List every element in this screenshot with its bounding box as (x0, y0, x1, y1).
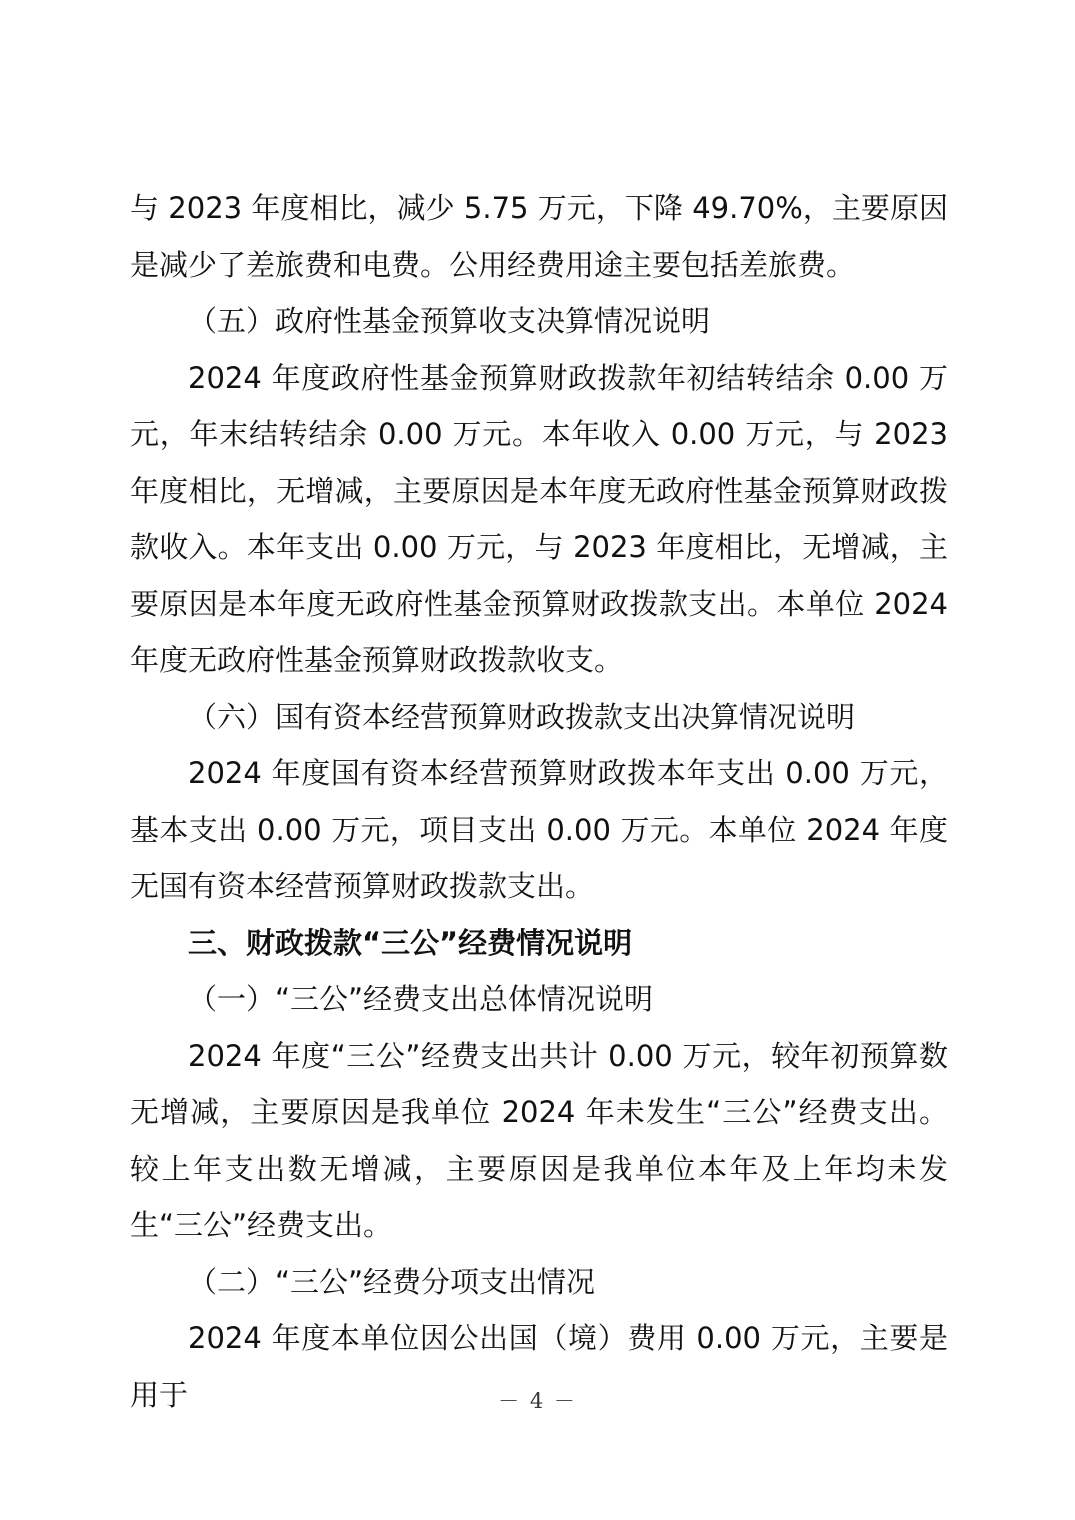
paragraph-government-fund: 2024 年度政府性基金预算财政拨款年初结转结余 0.00 万元，年末结转结余 0.00 万元。本年收入 0.00 万元，与 2023 年度相比，无增减，主要原因是本年度无政府性基金预算财政拨款收入。本年支出 0.00 万元，与 2023 年度相比，无增减，主要原因是本年度无政府性基金预算财政拨款支出。本单位 2024 年度无政府性基金预算财政拨款收支。 (130, 360, 948, 677)
page-number: － 4 － (498, 1389, 577, 1413)
heading-three-public-overall: （一）“三公”经费支出总体情况说明 (188, 982, 654, 1016)
document-body (130, 180, 948, 1423)
paragraph-state-capital: 2024 年度国有资本经营预算财政拨本年支出 0.00 万元，基本支出 0.00 万元，项目支出 0.00 万元。本单位 2024 年度无国有资本经营预算财政拨款支出。 (130, 756, 948, 903)
heading-three-public-itemized: （二）“三公”经费分项支出情况 (188, 1264, 596, 1299)
paragraph-three-public-overall: 2024 年度“三公”经费支出共计 0.00 万元，较年初预算数无增减，主要原因是我单位 2024 年未发生“三公”经费支出。较上年支出数无增减，主要原因是我单位本年及上年均未发生“三公”经费支出。 (130, 1038, 948, 1242)
heading-government-fund: （五）政府性基金预算收支决算情况说明 (188, 304, 711, 338)
paragraph-expense-comparison: 与 2023 年度相比，减少 5.75 万元，下降 49.70%，主要原因是减少了差旅费和电费。公用经费用途主要包括差旅费。 (130, 191, 948, 282)
paragraph-overseas-travel: 2024 年度本单位因公出国（境）费用 0.00 万元，主要是用于 (130, 1321, 948, 1412)
section-heading-three-public: 三、财政拨款“三公”经费情况说明 (188, 925, 633, 960)
heading-state-capital: （六）国有资本经营预算财政拨款支出决算情况说明 (188, 699, 856, 734)
